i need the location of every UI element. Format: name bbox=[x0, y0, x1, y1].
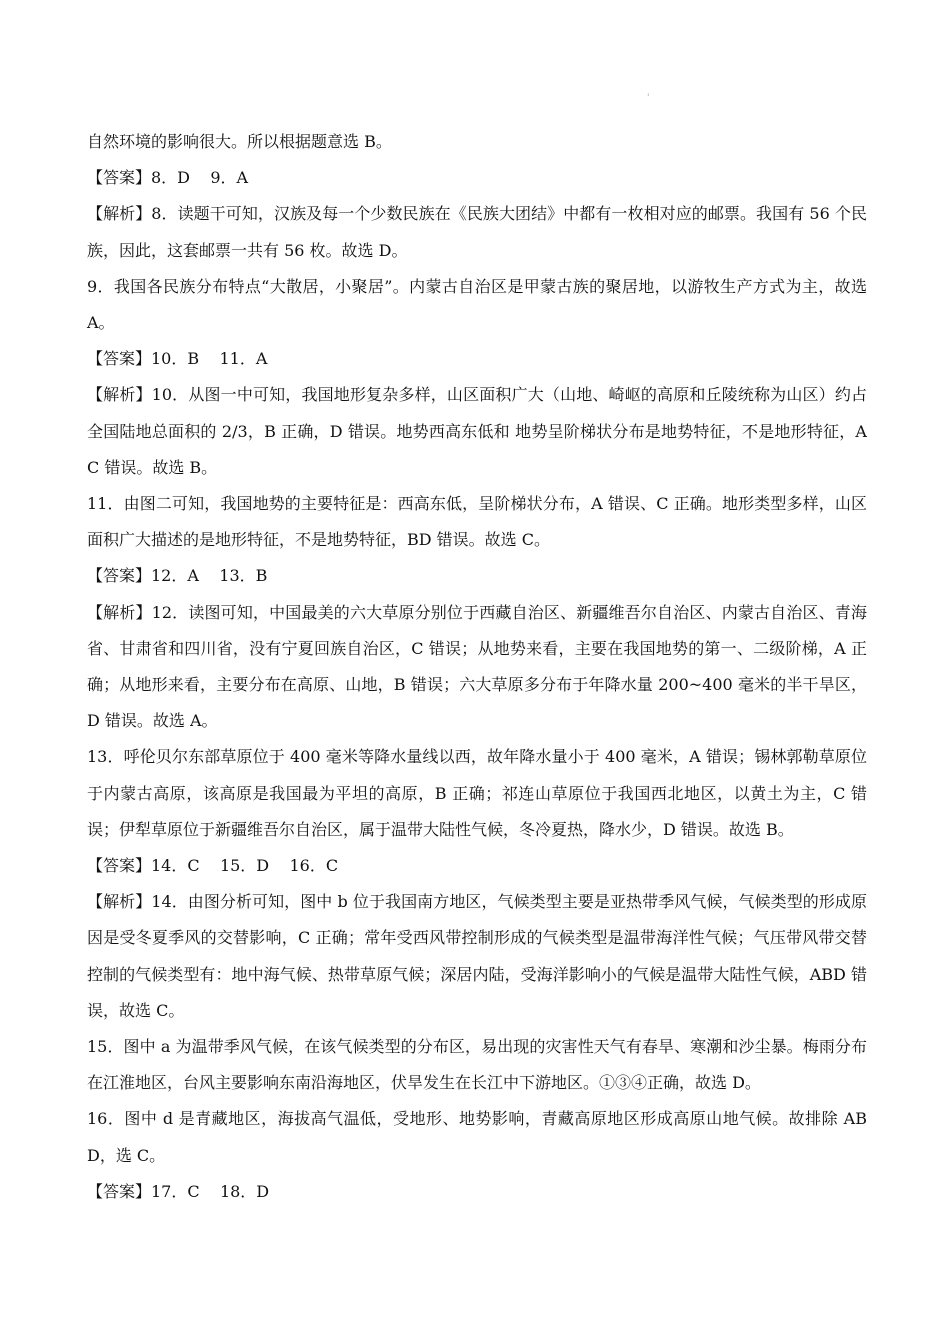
analysis-16: 16．图中 d 是青藏地区，海拔高气温低，受地形、地势影响，青藏高原地区形成高原山地气候。故排除 ABD，选 C。 bbox=[87, 1109, 867, 1165]
answer-14-15-16: 【答案】14．C 15．D 16．C bbox=[87, 856, 339, 876]
answer-10-11: 【答案】10．B 11．A bbox=[87, 349, 268, 369]
analysis-10: 【解析】10．从图一中可知，我国地形复杂多样，山区面积广大（山地、崎岖的高原和丘陵统称为山区）约占全国陆地总面积的 2/3，B 正确，D 错误。地势西高东低和 地势呈阶梯状分布是地势特征，不是地形特征，AC 错误。故选 B。 bbox=[87, 385, 867, 477]
header-mark: ' bbox=[647, 93, 650, 103]
analysis-13: 13．呼伦贝尔东部草原位于 400 毫米等降水量线以西，故年降水量小于 400 毫米，A 错误；锡林郭勒草原位于内蒙古高原，该高原是我国最为平坦的高原，B 正确；祁连山草原位于我国西北地区，以黄土为主，C 错误；伊犁草原位于新疆维吾尔自治区，属于温带大陆性气候，冬冷夏热，降水少，D 错误。故选 B。 bbox=[87, 747, 867, 839]
answer-8-9: 【答案】8．D 9．A bbox=[87, 168, 249, 188]
analysis-12: 【解析】12．读图可知，中国最美的六大草原分别位于西藏自治区、新疆维吾尔自治区、内蒙古自治区、青海省、甘肃省和四川省，没有宁夏回族自治区，C 错误；从地势来看，主要在我国地势的第一、二级阶梯，A 正确；从地形来看，主要分布在高原、山地，B 错误；六大草原多分布于年降水量 200~400 毫米的半干旱区，D 错误。故选 A。 bbox=[87, 602, 867, 731]
analysis-8: 【解析】8．读题干可知，汉族及每一个少数民族在《民族大团结》中都有一枚相对应的邮票。我国有 56 个民族，因此，这套邮票一共有 56 枚。故选 D。 bbox=[87, 204, 867, 260]
answer-12-13: 【答案】12．A 13．B bbox=[87, 566, 268, 586]
analysis-15: 15．图中 a 为温带季风气候，在该气候类型的分布区，易出现的灾害性天气有春旱、寒潮和沙尘暴。梅雨分布在江淮地区，台风主要影响东南沿海地区，伏旱发生在长江中下游地区。①③④正确，故选 D。 bbox=[87, 1037, 867, 1093]
analysis-11: 11．由图二可知，我国地势的主要特征是：西高东低，呈阶梯状分布，A 错误、C 正确。地形类型多样，山区面积广大描述的是地形特征，不是地势特征，BD 错误。故选 C。 bbox=[87, 494, 867, 550]
answer-analysis-content bbox=[87, 124, 867, 1210]
paragraph-intro-tail: 自然环境的影响很大。所以根据题意选 B。 bbox=[87, 132, 392, 151]
analysis-14: 【解析】14．由图分析可知，图中 b 位于我国南方地区，气候类型主要是亚热带季风气候，气候类型的形成原因是受冬夏季风的交替影响，C 正确；常年受西风带控制形成的气候类型是温带海洋性气候；气压带风带交替控制的气候类型有：地中海气候、热带草原气候；深居内陆，受海洋影响小的气候是温带大陆性气候，ABD 错误，故选 C。 bbox=[87, 892, 867, 1020]
analysis-9: 9．我国各民族分布特点“大散居，小聚居”。内蒙古自治区是甲蒙古族的聚居地，以游牧生产方式为主，故选 A。 bbox=[87, 276, 867, 333]
answer-17-18: 【答案】17．C 18．D bbox=[87, 1181, 270, 1201]
